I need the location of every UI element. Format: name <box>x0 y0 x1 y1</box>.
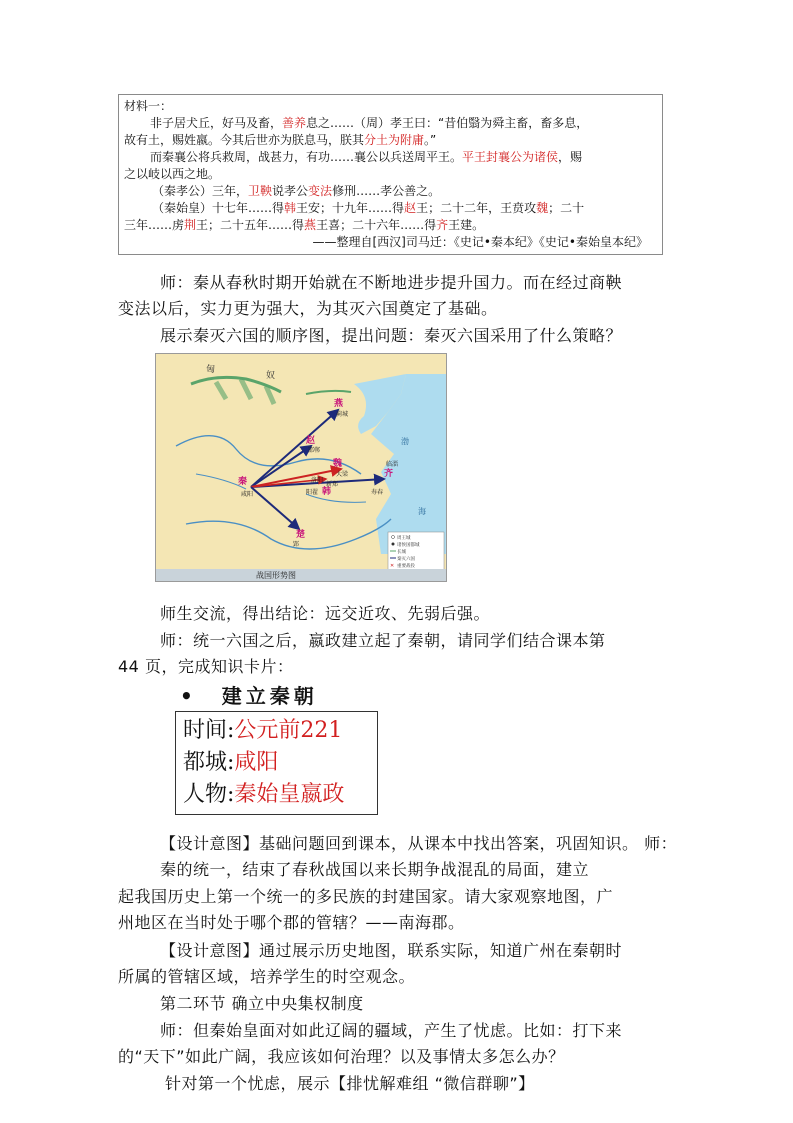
state-zhao: 赵 <box>306 436 316 446</box>
material-text: 非子居犬丘，好马及畜， <box>150 116 283 130</box>
svg-text:✕: ✕ <box>390 563 395 569</box>
sea-label-2: 海 <box>418 507 426 516</box>
paragraph-line: 【设计意图】通过展示历史地图，联系实际，知道广州在秦朝时 <box>160 941 623 960</box>
warring-states-map <box>155 353 447 582</box>
state-yan: 燕 <box>334 399 344 409</box>
capital-value: 咸阳 <box>234 750 279 775</box>
city-yangdi: 阳翟 <box>306 489 319 496</box>
person-label: 人物: <box>183 782 235 807</box>
paragraph-line: 师生交流，得出结论：远交近攻、先弱后强。 <box>160 604 491 623</box>
legend-item: 秦灭六国 <box>397 557 415 562</box>
state-chu: 楚 <box>296 530 306 540</box>
material-highlight: 齐 <box>436 218 449 232</box>
legend-item: 诸侯国都城 <box>397 543 420 548</box>
material-highlight: 变法 <box>308 184 333 198</box>
material-text: 王安；十九年……得 <box>296 201 405 215</box>
material-highlight: 善养 <box>282 116 307 130</box>
sea-label-1: 渤 <box>401 437 409 446</box>
material-text: 修刑……孝公善之。 <box>332 184 441 198</box>
paragraph-line: 的“天下”如此广阔，我应该如何治理？以及事情太多怎么办？ <box>118 1047 565 1066</box>
time-label: 时间: <box>183 718 235 743</box>
state-han: 韩 <box>322 487 332 497</box>
material-line <box>124 115 658 132</box>
material-highlight: 分土为附庸 <box>364 133 425 147</box>
time-value: 公元前221 <box>234 718 343 743</box>
paragraph-line: 师：但秦始皇面对如此辽阔的疆域，产生了忧虑。比如：打下来 <box>160 1021 623 1040</box>
city-handan: 邯郸 <box>308 447 321 454</box>
paragraph-line: 州地区在当时处于哪个郡的管辖？——南海郡。 <box>118 913 465 932</box>
material-highlight: 燕 <box>304 218 317 232</box>
legend-item: 周王城 <box>397 536 411 541</box>
bullet-icon: • <box>180 684 197 708</box>
material-text: 王建。 <box>448 218 485 232</box>
state-qin: 秦 <box>238 477 248 487</box>
paragraph-line: 所属的管辖区域，培养学生的时空观念。 <box>118 967 416 986</box>
paragraph-line: 秦的统一，结束了春秋战国以来长期争战混乱的局面，建立 <box>160 860 590 879</box>
city-ying: 寿春 <box>371 489 384 496</box>
xiongnu-label-1: 匈 <box>206 365 216 375</box>
material-line <box>124 132 658 149</box>
material-text: 王喜；二十六年……得 <box>316 218 437 232</box>
city-yan: 郢 <box>293 541 300 548</box>
material-line <box>124 200 658 217</box>
capital-label: 都城: <box>183 750 235 775</box>
material-text: 说孝公 <box>272 184 309 198</box>
city-daliang: 大梁 <box>336 471 349 478</box>
card-heading <box>180 680 318 709</box>
paragraph-line: 变法以后，实力更为强大，为其灭六国奠定了基础。 <box>118 299 498 318</box>
city-xianyang: 咸阳 <box>241 491 254 498</box>
material-text: （秦始皇）十七年……得 <box>152 201 285 215</box>
material-highlight: 平王封襄公为诸侯 <box>462 150 559 164</box>
state-qi: 齐 <box>384 469 394 479</box>
legend-item: 长城 <box>397 550 406 555</box>
material-text: ；二十 <box>548 201 585 215</box>
paragraph-line: 展示秦灭六国的顺序图，提出问题：秦灭六国采用了什么策略？ <box>160 326 623 345</box>
material-highlight: 赵 <box>404 201 417 215</box>
material-text: 。” <box>424 133 437 147</box>
paragraph-line: 针对第一个忧虑，展示【排忧解难组 “微信群聊”】 <box>165 1074 535 1093</box>
material-line: 之以岐以西之地。 <box>124 167 221 181</box>
material-text: 而秦襄公将兵救周，战甚力，有功……襄公以兵送周平王。 <box>150 150 463 164</box>
paragraph-line: 师：统一六国之后，嬴政建立起了秦朝，请同学们结合课本第 <box>160 631 606 650</box>
city-jicheng: 蓟城 <box>336 411 349 418</box>
card-title: 建立秦朝 <box>221 684 318 708</box>
knowledge-card <box>175 711 378 815</box>
city-xinzheng: 新郑 <box>326 481 339 488</box>
material-source: ——整理自[西汉]司马迁：《史记•秦本纪》《史记•秦始皇本纪》 <box>312 235 648 249</box>
material-line <box>124 217 658 234</box>
section-heading: 第二环节 确立中央集权制度 <box>160 994 364 1013</box>
card-row-capital <box>183 747 377 779</box>
state-wei: 魏 <box>333 459 343 469</box>
paragraph-line: 【设计意图】基础问题回到课本，从课本中找出答案，巩固知识。 师： <box>160 834 678 853</box>
card-row-time <box>183 715 377 747</box>
city-luoyang: 洛阳 <box>311 477 324 484</box>
map-svg <box>156 354 446 581</box>
person-value: 秦始皇嬴政 <box>234 782 345 807</box>
material-box <box>118 94 663 255</box>
material-text: 三年……虏 <box>124 218 185 232</box>
material-line <box>124 183 658 200</box>
caption-strip <box>156 569 446 581</box>
material-text: 息之……（周）孝王曰：“昔伯翳为舜主畜，畜多息， <box>306 116 589 130</box>
material-highlight: 魏 <box>536 201 549 215</box>
material-highlight: 韩 <box>284 201 297 215</box>
material-heading: 材料一： <box>124 99 173 113</box>
map-caption: 战国形势图 <box>256 571 296 580</box>
material-highlight: 荆 <box>184 218 197 232</box>
card-row-person <box>183 779 377 811</box>
material-text: 王；二十五年……得 <box>196 218 305 232</box>
city-linzi: 临淄 <box>386 461 399 468</box>
paragraph-line: 起我国历史上第一个统一的多民族的封建国家。请大家观察地图，广 <box>118 887 614 906</box>
material-text: （秦孝公）三年， <box>152 184 249 198</box>
legend-item: 重要战役 <box>397 564 415 569</box>
xiongnu-label-2: 奴 <box>266 371 276 381</box>
paragraph-line: 师：秦从春秋时期开始就在不断地进步提升国力。而在经过商鞅 <box>160 273 623 292</box>
material-line <box>124 149 658 166</box>
material-text: 故有土，赐姓嬴。今其后世亦为朕息马，朕其 <box>124 133 365 147</box>
material-highlight: 卫鞅 <box>248 184 273 198</box>
material-text: ，赐 <box>558 150 583 164</box>
paragraph-line: 44 页，完成知识卡片： <box>118 657 294 676</box>
material-text: 王；二十二年，王贲攻 <box>416 201 537 215</box>
